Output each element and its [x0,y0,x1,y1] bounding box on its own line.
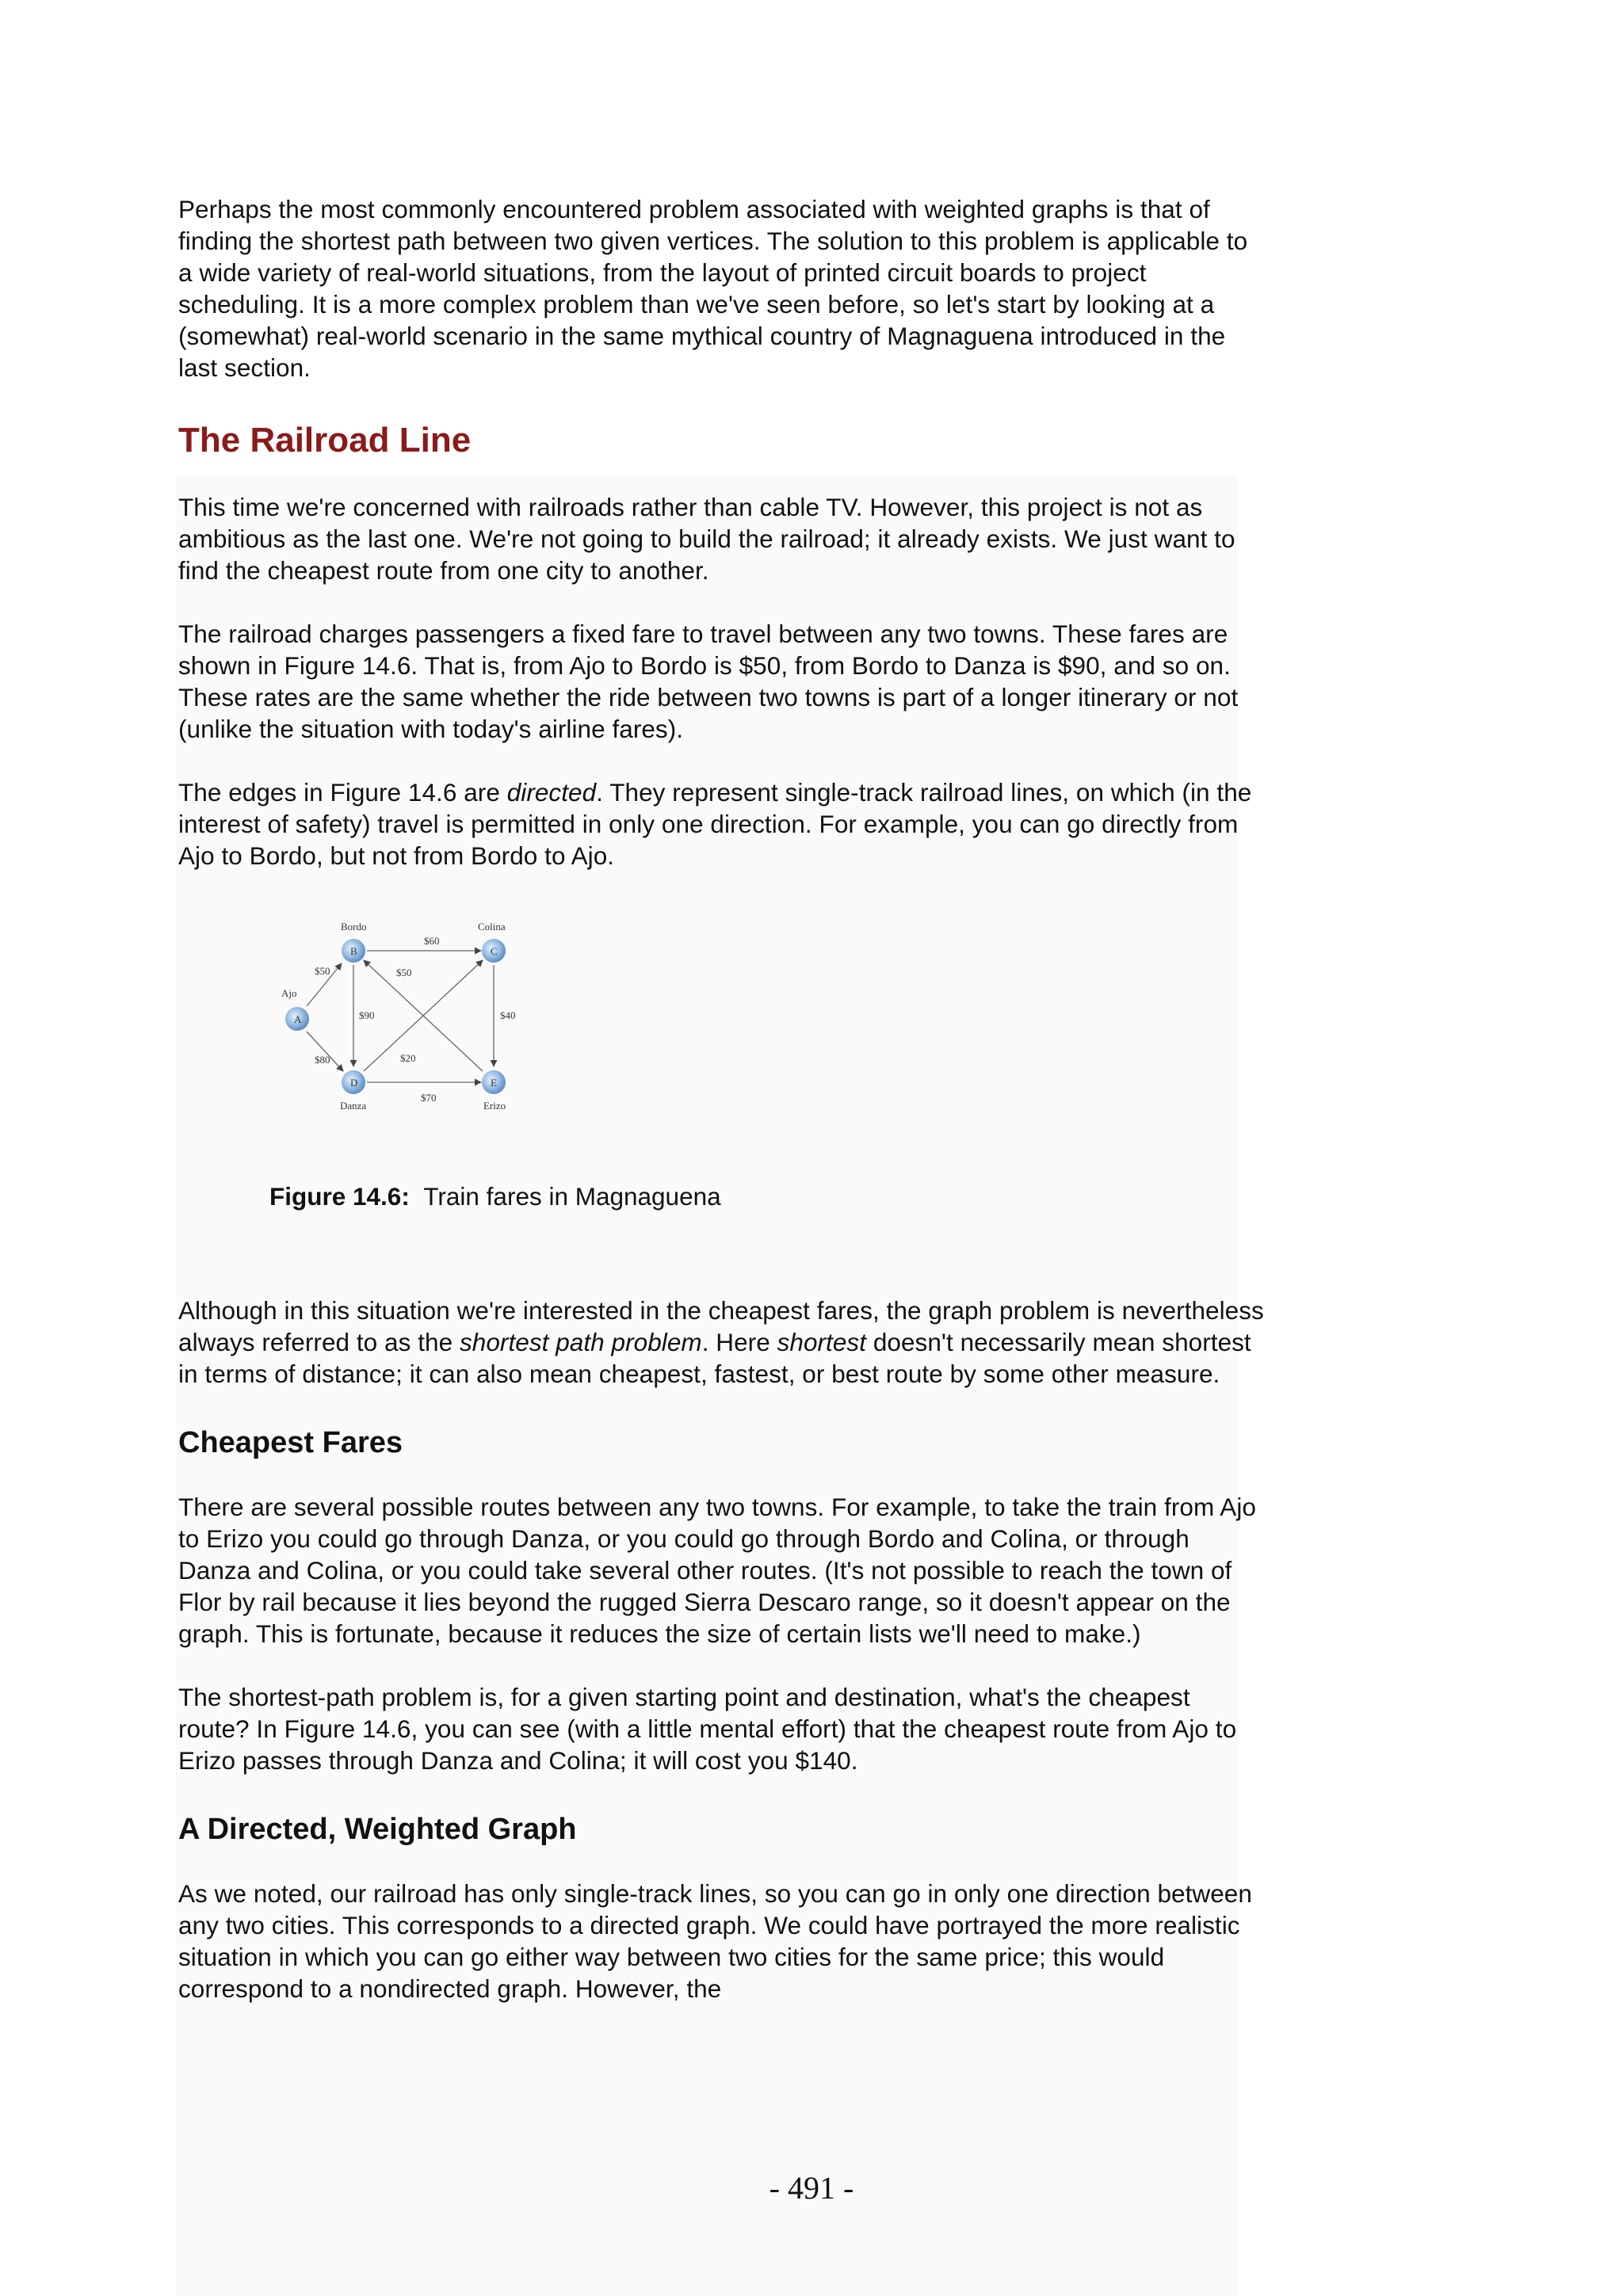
section-heading-cheapest-fares: Cheapest Fares [178,1426,403,1459]
node-name-bordo: Bordo [341,921,367,933]
emphasis-shortest-path-problem: shortest path problem [459,1328,702,1356]
edge-label-ajo-bordo: $50 [315,965,330,977]
figure-caption-label: Figure 14.6: [269,1182,410,1211]
edge-label-bordo-colina: $60 [424,935,440,947]
cheapest-paragraph-1: There are several possible routes between any two towns. For example, to take the train from Ajo to Erizo you could go through Danza, or you could go through Bordo and Colina, or through Danza and Colina, or you could take several other routes. (It's not possible to reach the town of Flor by rail because it lies beyond the rugged Sierra Descaro range, so it doesn't appear on the graph. This is fortunate, because it reduces the size of certain lists we'll need to make.) [178,1493,1256,1648]
figure-caption-text: Train fares in Magnaguena [423,1182,721,1211]
page-content [178,193,1264,2004]
edge-label-erizo-bordo: $50 [396,967,412,978]
node-name-colina: Colina [478,921,506,933]
emphasis-directed: directed [506,778,597,807]
node-letter: D [350,1077,358,1089]
page-number: - 491 - [769,2170,854,2206]
emphasis-shortest: shortest [777,1328,867,1356]
text-run: . They represent single-track railroad lines, on which (in the interest of safety) travel is permitted in only one direction. For example, you can go directly from Ajo to Bordo, but not from Bordo to Ajo. [178,778,1252,870]
node-letter: A [294,1013,302,1025]
cheapest-paragraph-2: The shortest-path problem is, for a given starting point and destination, what's the cheapest route? In Figure 14.6, you can see (with a little mental effort) that the cheapest route from Ajo to Erizo passes through Danza and Colina; it will cost you $140. [178,1683,1237,1775]
node-danza [340,1070,366,1112]
edge-label-danza-colina: $20 [400,1052,416,1064]
node-letter: B [350,945,357,957]
node-colina [478,921,506,963]
railroad-paragraph-3 [178,776,1264,871]
node-erizo [482,1070,506,1112]
text-run: The edges in Figure 14.6 are [178,778,507,807]
text-run: Although in this situation we're interested in the cheapest fares, the graph problem is nevertheless always referred to as the [178,1296,1264,1356]
section-heading-railroad-line: The Railroad Line [178,421,472,460]
node-letter: C [491,945,498,957]
node-ajo [281,987,309,1031]
edge-label-colina-erizo: $40 [500,1009,516,1021]
train-fares-graph [265,887,519,1173]
figure-14-6 [178,887,1264,1260]
railroad-paragraph-2: The railroad charges passengers a fixed fare to travel between any two towns. These fares are shown in Figure 14.6. That is, from Ajo to Bordo is $50, from Bordo to Danza is $90, and so on. These rates are the same whether the ride between two towns is part of a longer itinerary or not (unlike the situation with today's airline fares). [178,620,1239,743]
node-bordo [341,921,367,963]
figure-caption [269,1180,721,1212]
edge-label-ajo-danza: $80 [315,1054,330,1066]
edge-label-danza-erizo: $70 [421,1092,437,1104]
node-name-danza: Danza [340,1100,367,1112]
directed-paragraph-1: As we noted, our railroad has only single-track lines, so you can go in only one direction between any two cities. This corresponds to a directed graph. We could have portrayed the more realistic situation in which you can go either way between two cities for the same price; this would correspond to a nondirected graph. However, the [178,1879,1252,2003]
node-name-erizo: Erizo [483,1100,506,1112]
edge-label-bordo-danza: $90 [359,1009,375,1021]
node-letter: E [491,1077,497,1089]
text-run: doesn't necessarily mean shortest in terms of distance; it can also mean cheapest, fastest, or best route by some other measure. [178,1328,1251,1388]
railroad-paragraph-1: This time we're concerned with railroads rather than cable TV. However, this project is not as ambitious as the last one. We're not going to build the railroad; it already exists. We just want to find the cheapest route from one city to another. [178,493,1235,585]
text-run: . Here [701,1328,777,1356]
node-name-ajo: Ajo [281,987,297,999]
shortest-path-paragraph [178,1295,1264,1390]
section-heading-directed-weighted-graph: A Directed, Weighted Graph [178,1813,577,1846]
intro-paragraph: Perhaps the most commonly encountered problem associated with weighted graphs is that of finding the shortest path between two given vertices. The solution to this problem is applicable to a wide variety of real-world situations, from the layout of printed circuit boards to project scheduling. It is a more complex problem than we've seen before, so let's start by looking at a (somewhat) real-world scenario in the same mythical country of Magnaguena introduced in the last section. [178,195,1248,382]
